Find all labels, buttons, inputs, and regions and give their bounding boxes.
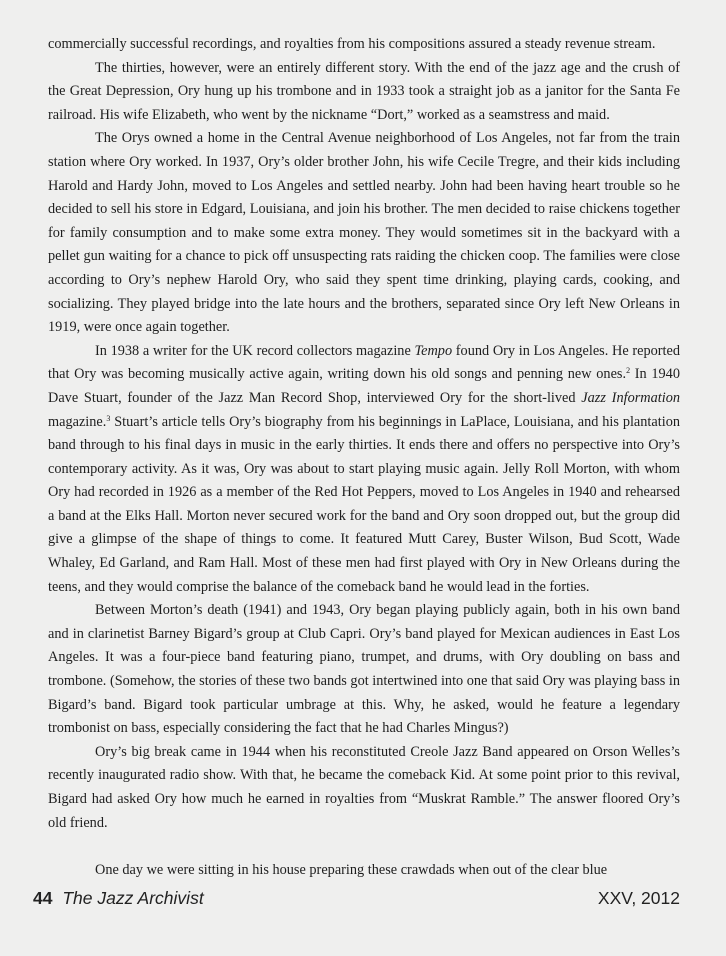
page-footer [33, 888, 680, 909]
paragraph-continuation: commercially successful recordings, and royalties from his compositions assured a steady revenue stream. [48, 36, 656, 52]
footer-left [33, 888, 204, 909]
paragraph-thirties: The thirties, however, were an entirely different story. With the end of the jazz age and the crush of the Great Depression, Ory hung up his trombone and in 1933 took a straight job as a janitor for the Santa Fe railroad. His wife Elizabeth, who went by the nickname “Dort,” worked as a seamstress and maid. [48, 59, 680, 123]
text-run: In 1938 a writer for the UK record collectors magazine [95, 342, 415, 359]
paragraph-tempo-magazine [48, 340, 680, 600]
page-number: 44 [33, 888, 53, 908]
paragraph-big-break: Ory’s big break came in 1944 when his reconstituted Creole Jazz Band appeared on Orson Welles’s recently inaugurated radio show. With that, he became the comeback Kid. At some point prior to this revival, Bigard had asked Ory how much he earned in royalties from “Muskrat Ramble.” The answer floored Ory’s old friend. [48, 743, 680, 831]
magazine-title-tempo: Tempo [414, 342, 453, 359]
text-run: Stuart’s article tells Ory’s biography from his beginnings in LaPlace, Louisiana, and his plantation band through to his final days in music in the early thirties. It ends there and offers no perspective into Ory’s contemporary activity. As it was, Ory was about to start playing music again. Jelly Roll Morton, with whom Ory had recorded in 1926 as a member of the Red Hot Peppers, moved to Los Angeles in 1940 and rehearsed a band at the Elks Hall. Morton never secured work for the band and Ory soon dropped out, but the group did give a glimpse of the shape of things to come. It featured Mutt Carey, Buster Wilson, Bud Scott, Wade Whaley, Ed Garland, and Ram Hall. Most of these men had first played with Ory in New Orleans during the teens, and they would comprise the balance of the comeback band he would lead in the forties. [48, 413, 680, 595]
journal-title: The Jazz Archivist [62, 888, 204, 908]
paragraph-orys-home: The Orys owned a home in the Central Avenue neighborhood of Los Angeles, not far from the train station where Ory worked. In 1937, Ory’s older brother John, his wife Cecile Tregre, and their kids including Harold and Hardy John, moved to Los Angeles and settled nearby. John had been having heart trouble so he decided to sell his store in Edgard, Louisiana, and join his brother. The men decided to raise chickens together for family consumption and to make some extra money. They would sometimes sit in the backyard with a pellet gun waiting for a chance to pick off unsuspecting rats raiding the chicken coop. The families were close according to Ory’s nephew Harold Ory, who said they spent time drinking, playing cards, cooking, and socializing. They played bridge into the late hours and the brothers, separated since Ory left New Orleans in 1919, were once again together. [48, 130, 680, 336]
footnote-ref-3: 3 [106, 413, 111, 423]
paragraph-quote-start: One day we were sitting in his house preparing these crawdads when out of the clear blue [95, 861, 608, 878]
magazine-title-jazz-information: Jazz Information [581, 389, 680, 406]
issue-label: XXV, 2012 [597, 888, 680, 908]
text-run: magazine. [48, 413, 107, 430]
article-body [48, 33, 680, 882]
text-run: In 1940 Dave Stuart, founder of the Jazz Man Record Shop, interviewed Ory for the short-lived [48, 366, 680, 406]
paragraph-morton-death: Between Morton’s death (1941) and 1943, Ory began playing publicly again, both in his own band and in clarinetist Barney Bigard’s group at Club Capri. Ory’s band played for Mexican audiences in East Los Angeles. It was a four-piece band featuring piano, trumpet, and drums, with Ory doubling on bass and trombone. (Somehow, the stories of these two bands got intertwined into one that said Ory was playing bass in Bigard’s band. Bigard took particular umbrage at this. Why, he asked, would he feature a legendary trombonist on bass, especially considering the fact that he had Charles Mingus?) [48, 602, 681, 737]
text-run: found Ory in Los Angeles. He reported that Ory was becoming musically active again, writing down his old songs and penning new ones. [48, 342, 680, 383]
footnote-ref-2: 2 [626, 366, 631, 376]
